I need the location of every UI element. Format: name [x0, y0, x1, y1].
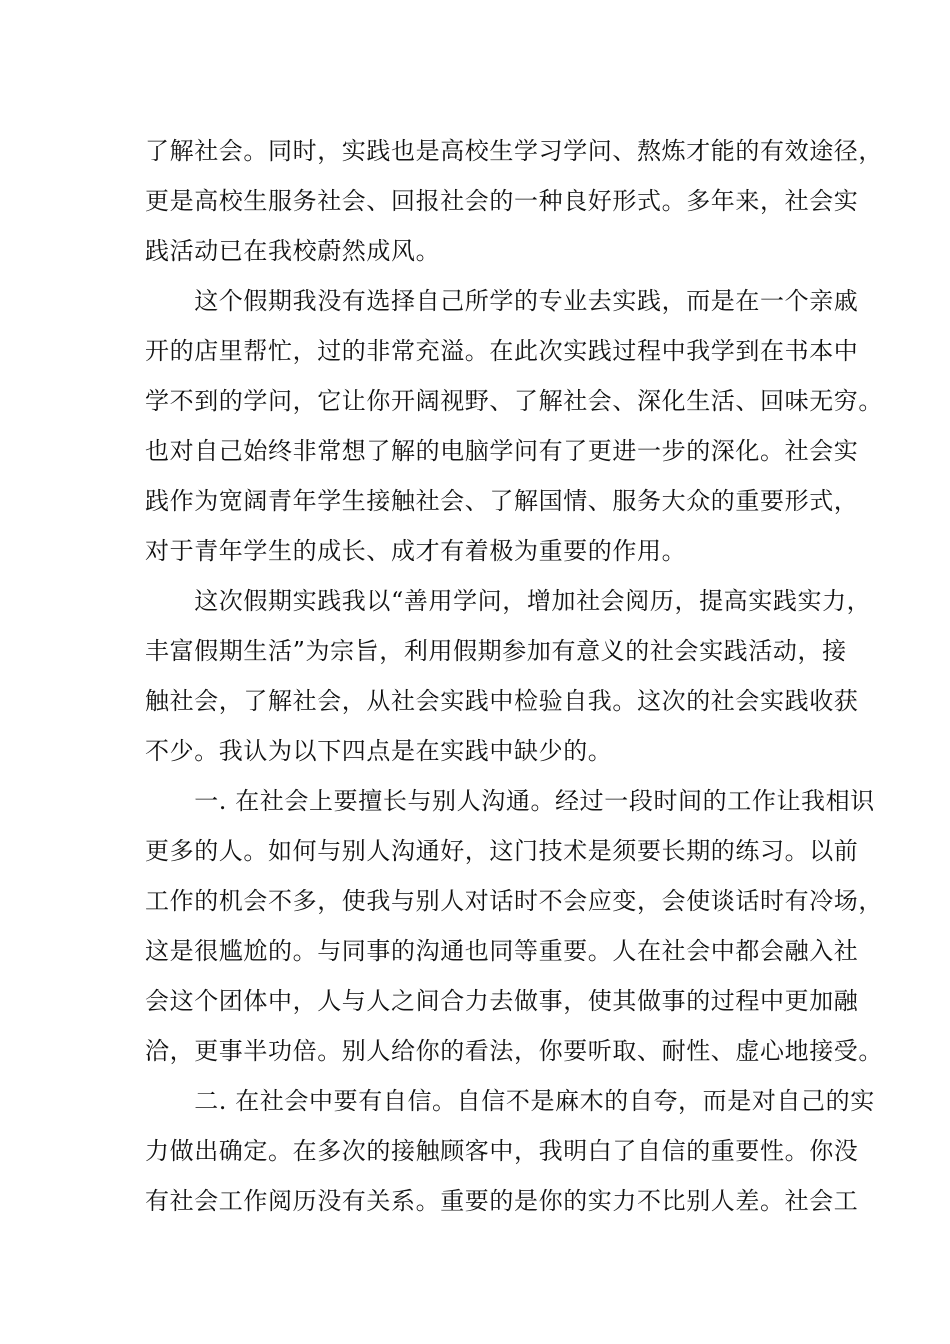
text-line-11: 丰富假期生活”为宗旨，利用假期参加有意义的社会实践活动，接	[145, 637, 847, 665]
text-line-7: 也对自己始终非常想了解的电脑学问有了更进一步的深化。社会实	[145, 437, 859, 465]
text-line-19: 洽，更事半功倍。别人给你的看法，你要听取、耐性、虚心地接受。	[145, 1037, 883, 1065]
text-line-4: 这个假期我没有选择自己所学的专业去实践，而是在一个亲戚	[145, 287, 859, 315]
document-body	[145, 126, 883, 1226]
text-line-12: 触社会，了解社会，从社会实践中检验自我。这次的社会实践收获	[145, 687, 859, 715]
text-line-2: 更是高校生服务社会、回报社会的一种良好形式。多年来，社会实	[145, 187, 859, 215]
text-line-9: 对于青年学生的成长、成才有着极为重要的作用。	[145, 537, 687, 565]
text-line-16: 工作的机会不多，使我与别人对话时不会应变，会使谈话时有冷场，	[145, 887, 883, 915]
text-line-1: 了解社会。同时，实践也是高校生学习学问、熬炼才能的有效途径，	[145, 137, 883, 165]
text-line-14: 一. 在社会上要擅长与别人沟通。经过一段时间的工作让我相识	[145, 787, 875, 815]
text-line-6: 学不到的学问，它让你开阔视野、了解社会、深化生活、回味无穷。	[145, 387, 883, 415]
text-line-20: 二. 在社会中要有自信。自信不是麻木的自夸，而是对自己的实	[145, 1087, 875, 1115]
text-line-5: 开的店里帮忙，过的非常充溢。在此次实践过程中我学到在书本中	[145, 337, 859, 365]
text-line-13: 不少。我认为以下四点是在实践中缺少的。	[145, 737, 613, 765]
text-line-18: 会这个团体中，人与人之间合力去做事，使其做事的过程中更加融	[145, 987, 859, 1015]
text-line-8: 践作为宽阔青年学生接触社会、了解国情、服务大众的重要形式，	[145, 487, 859, 515]
text-line-3: 践活动已在我校蔚然成风。	[145, 237, 441, 265]
text-line-21: 力做出确定。在多次的接触顾客中，我明白了自信的重要性。你没	[145, 1137, 859, 1165]
text-line-22: 有社会工作阅历没有关系。重要的是你的实力不比别人差。社会工	[145, 1187, 859, 1215]
text-line-10: 这次假期实践我以“善用学问，增加社会阅历，提高实践实力，	[145, 587, 872, 615]
text-line-17: 这是很尴尬的。与同事的沟通也同等重要。人在社会中都会融入社	[145, 937, 859, 965]
text-line-15: 更多的人。如何与别人沟通好，这门技术是须要长期的练习。以前	[145, 837, 859, 865]
